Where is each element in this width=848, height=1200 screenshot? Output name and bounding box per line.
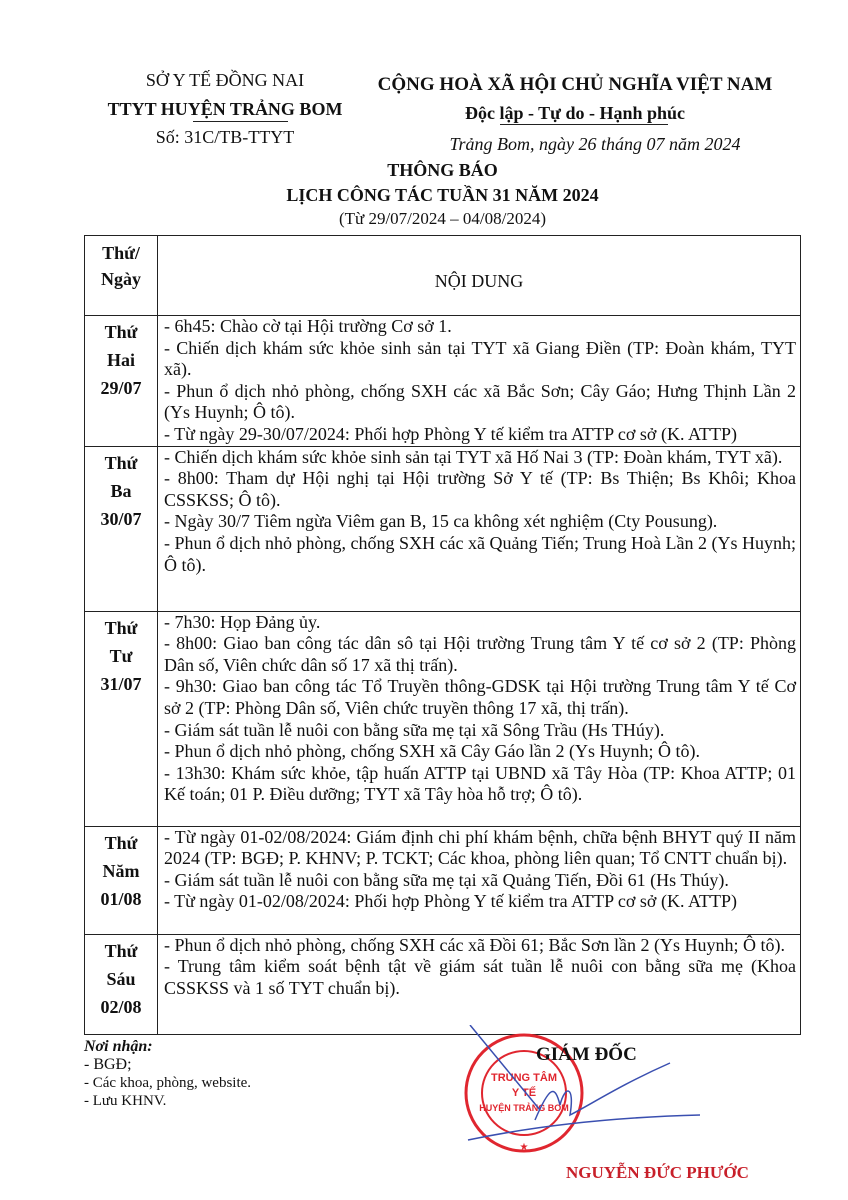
schedule-item: - 6h45: Chào cờ tại Hội trường Cơ sở 1. [164,316,452,336]
table-header-row [85,236,801,316]
schedule-item: - Ngày 30/7 Tiêm ngừa Viêm gan B, 15 ca không xét nghiệm (Cty Pousung). [164,511,718,532]
day-cell [85,446,158,611]
motto-underline [500,124,668,125]
recipients [84,1038,251,1110]
day-day1: Thứ [104,832,138,853]
agency-name: TTYT HUYỆN TRẢNG BOM [107,99,343,119]
recipients-title: Nơi nhận: [84,1038,153,1055]
notice-title: THÔNG BÁO [387,160,498,180]
content-cell [158,316,801,447]
motto: Độc lập - Tự do - Hạnh phúc [464,103,686,123]
agency-parent: SỞ Y TẾ ĐỒNG NAI [145,70,305,90]
day-date: 31/07 [100,673,142,694]
schedule-item: - 7h30: Họp Đảng ủy. [164,611,321,632]
day-day1: Thứ [104,940,138,961]
schedule-item: - 8h00: Tham dự Hội nghị tại Hội trường Sở Y tế (TP: Bs Thiện; Bs Khôi; Khoa CSSKSS; Ô tô). [164,468,796,510]
schedule-item: - Phun ổ dịch nhỏ phòng, chống SXH các xã Quảng Tiến; Trung Hoà Lần 2 (Ys Huynh; Ô tô). [164,532,796,575]
schedule-item: - Phun ổ dịch nhỏ phòng, chống SXH xã Cây Gáo lần 2 (Ys Huynh; Ô tô). [164,741,700,762]
schedule-item: - Từ ngày 01-02/08/2024: Giám định chi phí khám bệnh, chữa bệnh BHYT quý II năm 2024 (TP: BGĐ; P. KHNV; P. TCKT; Các khoa, phòng liên quan; Tổ CNTT chuẩn bị). [164,826,796,869]
day-cell [85,611,158,826]
header-day [85,236,158,316]
svg-text:★: ★ [519,1142,529,1153]
content-cell [158,611,801,826]
schedule-item: - Chiến dịch khám sức khỏe sinh sản tại TYT xã Giang Điền (TP: Đoàn khám, TYT xã). [164,337,796,380]
day-date: 29/07 [100,378,142,398]
day-day2: Tư [109,645,133,666]
signer-name: NGUYỄN ĐỨC PHƯỚC [566,1163,749,1182]
schedule-item: - 8h00: Giao ban công tác dân sô tại Hội trường Trung tâm Y tế cơ sở 2 (TP: Phòng Dân số, Viên chức dân số 17 xã thị trấn). [164,633,796,675]
header-day-line1: Thứ/ [102,243,140,263]
schedule-item: - 9h30: Giao ban công tác Tổ Truyền thông-GDSK tại Hội trường Trung tâm Y tế Cơ sở 2 (TP: Phòng Dân số, Viên chức truyền thông 17 xã, thị trấn). [164,676,796,718]
day-date: 02/08 [100,996,142,1017]
day-day2: Năm [102,860,140,881]
svg-text:TRUNG TÂM: TRUNG TÂM [491,1072,557,1084]
signer-position: GIÁM ĐỐC [536,1044,637,1065]
table-row [85,826,801,934]
content-cell [158,826,801,934]
table-row [85,611,801,826]
nation-title: CỘNG HOÀ XÃ HỘI CHỦ NGHĨA VIỆT NAM [377,74,773,95]
schedule-item: - Từ ngày 29-30/07/2024: Phối hợp Phòng Y tế kiểm tra ATTP cơ sở (K. ATTP) [164,423,737,444]
schedule-item: - Trung tâm kiểm soát bệnh tật về giám sát tuần lễ nuôi con bằng sữa mẹ (Khoa CSSKSS và 1 số TYT chuẩn bị). [164,956,796,998]
recipient-item: - BGĐ; [84,1056,132,1073]
schedule-item: - Phun ổ dịch nhỏ phòng, chống SXH các xã Bắc Sơn; Cây Gáo; Hưng Thịnh Lần 2 (Ys Huynh; Ô tô). [164,380,796,423]
day-date: 30/07 [100,508,142,529]
table-row [85,446,801,611]
table-row [85,316,801,447]
content-cell [158,446,801,611]
agency-underline [193,121,288,122]
day-day1: Thứ [104,452,138,473]
place-date: Trảng Bom, ngày 26 tháng 07 năm 2024 [449,134,741,154]
recipient-item: - Lưu KHNV. [84,1093,167,1109]
svg-text:HUYỆN TRẢNG BOM: HUYỆN TRẢNG BOM [479,1103,569,1113]
day-cell [85,826,158,934]
day-date: 01/08 [100,888,142,909]
date-range: (Từ 29/07/2024 – 04/08/2024) [338,209,547,228]
day-day2: Ba [110,480,132,501]
day-cell [85,316,158,447]
day-day2: Hai [106,350,135,370]
schedule-title: LỊCH CÔNG TÁC TUẦN 31 NĂM 2024 [286,185,599,205]
schedule-item: - Phun ổ dịch nhỏ phòng, chống SXH các xã Đồi 61; Bắc Sơn lần 2 (Ys Huynh; Ô tô). [164,934,785,955]
schedule-item: - 13h30: Khám sức khỏe, tập huấn ATTP tại UBND xã Tây Hòa (TP: Khoa ATTP; 01 Kế toán; 01 P. Điều dưỡng; TYT xã Tây hòa hỗ trợ; Ô tô). [164,762,796,805]
document-number: Số: 31C/TB-TTYT [155,127,295,147]
header-content: NỘI DUNG [158,236,801,316]
content-cell [158,934,801,1034]
svg-text:Y TẾ: Y TẾ [511,1087,537,1099]
day-cell [85,934,158,1034]
table-row [85,934,801,1034]
schedule-item: - Chiến dịch khám sức khỏe sinh sản tại TYT xã Hố Nai 3 (TP: Đoàn khám, TYT xã). [164,446,783,467]
header-day-line2: Ngày [101,269,141,289]
schedule-table [84,235,801,1035]
recipient-item: - Các khoa, phòng, website. [84,1075,252,1091]
schedule-item: - Từ ngày 01-02/08/2024: Phối hợp Phòng Y tế kiểm tra ATTP cơ sở (K. ATTP) [164,891,737,912]
day-day2: Sáu [106,968,136,989]
schedule-item: - Giám sát tuần lễ nuôi con bằng sữa mẹ tại xã Sông Trầu (Hs THúy). [164,719,665,740]
schedule-item: - Giám sát tuần lễ nuôi con bằng sữa mẹ tại xã Quảng Tiến, Đồi 61 (Hs Thúy). [164,869,729,890]
day-day1: Thứ [104,617,138,638]
day-day1: Thứ [104,322,138,342]
